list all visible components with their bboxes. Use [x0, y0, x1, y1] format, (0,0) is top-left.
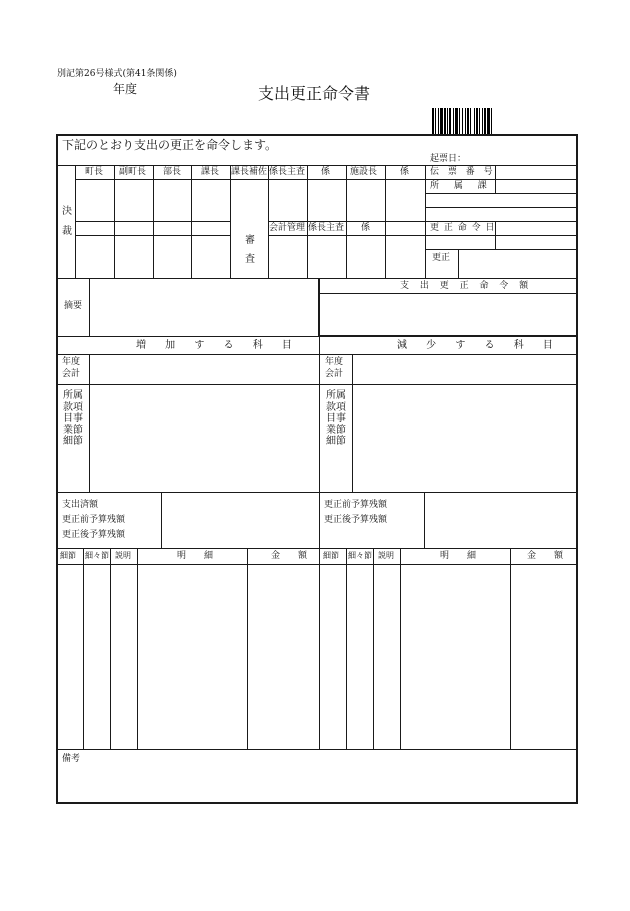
balances-left-divider — [161, 492, 162, 548]
department-label: 所 属 課 — [430, 181, 493, 191]
amount-header: 支 出 更 正 命 令 額 — [400, 281, 533, 291]
detail-header-meisai-right: 明 細 — [440, 551, 477, 561]
page-title: 支出更正命令書 — [258, 84, 371, 103]
approval-col-1 — [114, 165, 115, 278]
approval-col-5 — [268, 165, 269, 278]
detail-col-r4 — [510, 548, 511, 749]
header-kakaricho-shusa-2: 係長主査 — [308, 223, 345, 233]
detail-header-saisetsu-right: 細節 — [323, 551, 339, 560]
detail-col-l4 — [247, 548, 248, 749]
detail-col-l3 — [137, 548, 138, 749]
decrease-account-label: 会計 — [325, 369, 344, 379]
frame-bottom — [56, 802, 578, 804]
summary-amount-header-line — [319, 293, 577, 294]
remarks-label: 備考 — [62, 754, 81, 764]
before-budget-balance-label: 更正前予算残額 — [62, 515, 126, 525]
approval-top-line — [57, 165, 577, 166]
detail-header-meisai: 明 細 — [177, 551, 214, 561]
summary-label: 摘要 — [64, 301, 83, 311]
detail-header-saisetsu: 細節 — [60, 551, 76, 560]
increase-header: 増 加 す る 科 目 — [136, 340, 300, 351]
year-account-bottom-line — [57, 384, 577, 385]
detail-col-r3 — [400, 548, 401, 749]
issue-date-label: 起票日： — [430, 154, 467, 164]
approval-col-3 — [191, 165, 192, 278]
side-line-1 — [425, 193, 577, 194]
header-kakari-2: 係 — [400, 167, 410, 177]
detail-col-r1 — [346, 548, 347, 749]
summary-label-divider — [89, 278, 90, 336]
increase-year-divider — [89, 354, 90, 492]
voucher-number-label: 伝 票 番 号 — [430, 167, 496, 177]
header-fukuchocho: 副町長 — [119, 167, 147, 177]
header-kakari: 係 — [321, 167, 331, 177]
increase-year-label: 年度 — [62, 357, 81, 367]
header-kaikei-kanri: 会計管理 — [269, 223, 306, 233]
header-bucho: 部長 — [163, 167, 182, 177]
approval-bottom-line — [57, 278, 577, 279]
side-line-3 — [425, 249, 577, 250]
increase-header-line — [57, 354, 577, 355]
header-kakari-3: 係 — [361, 223, 371, 233]
summary-amount-left-border — [318, 278, 320, 336]
approval-mid-line-2 — [268, 221, 577, 222]
increase-classification: 所属款項目事業節細節 — [63, 390, 83, 447]
header-kacho: 課長 — [201, 167, 220, 177]
audit-label-sa: 査 — [245, 254, 255, 265]
after-budget-balance-label: 更正後予算残額 — [62, 530, 126, 540]
fiscal-year-label: 年度 — [113, 82, 138, 96]
header-shisetsucho: 施設長 — [350, 167, 378, 177]
header-kakaricho-shusa: 係長主査 — [269, 167, 306, 177]
header-chocho: 町長 — [85, 167, 104, 177]
detail-col-l2 — [110, 548, 111, 749]
balances-right-divider — [424, 492, 425, 548]
approval-label-sai: 裁 — [62, 226, 72, 237]
approval-col-0 — [75, 165, 76, 278]
increase-account-label: 会計 — [62, 369, 81, 379]
decrease-year-divider — [352, 354, 353, 492]
after-budget-balance-label-right: 更正後予算残額 — [324, 515, 388, 525]
audit-label-shin: 審 — [245, 235, 255, 246]
decrease-year-label: 年度 — [325, 357, 344, 367]
detail-header-setsumei: 説明 — [115, 551, 131, 560]
approval-col-9 — [425, 165, 426, 278]
barcode-image — [432, 108, 542, 134]
approval-col-2 — [153, 165, 154, 278]
detail-col-l1 — [83, 548, 84, 749]
decrease-header: 減 少 す る 科 目 — [397, 340, 561, 351]
detail-top-line — [57, 548, 577, 549]
side-line-2 — [425, 207, 577, 208]
before-budget-balance-label-right: 更正前予算残額 — [324, 500, 388, 510]
spent-amount-label: 支出済額 — [62, 500, 99, 510]
summary-amount-bottom — [318, 335, 577, 337]
form-number: 別記第26号様式(第41条関係) — [57, 69, 177, 79]
detail-bottom-line — [57, 749, 577, 750]
detail-header-kingaku: 金 額 — [271, 551, 308, 561]
detail-header-line — [57, 564, 577, 565]
detail-header-saisaisetsu-right: 細々節 — [348, 551, 372, 560]
balances-top-line — [57, 492, 577, 493]
approval-col-6 — [307, 165, 308, 278]
header-kacho-hosa: 課長補佐 — [231, 167, 268, 177]
correction-order-date-label: 更 正 命 令 日 — [430, 223, 496, 233]
center-divider — [319, 336, 320, 750]
intro-text: 下記のとおり支出の更正を命令します。 — [62, 138, 278, 152]
frame-left — [56, 134, 58, 804]
approval-lower-header-line-2 — [268, 235, 577, 236]
correction-label: 更正 — [432, 253, 451, 263]
approval-col-4 — [230, 165, 231, 278]
detail-header-setsumei-right: 説明 — [378, 551, 394, 560]
decrease-classification: 所属款項目事業節細節 — [326, 390, 346, 447]
approval-col-7 — [346, 165, 347, 278]
summary-bottom-line — [57, 336, 318, 337]
detail-header-saisaisetsu: 細々節 — [85, 551, 109, 560]
approval-label-ketsu: 決 — [62, 206, 72, 217]
approval-col-8 — [385, 165, 386, 278]
detail-col-r2 — [373, 548, 374, 749]
detail-header-kingaku-right: 金 額 — [527, 551, 564, 561]
barcode-bar — [492, 108, 494, 134]
frame-top — [56, 134, 578, 136]
side-col-c — [458, 249, 459, 278]
approval-header-line — [75, 179, 577, 180]
